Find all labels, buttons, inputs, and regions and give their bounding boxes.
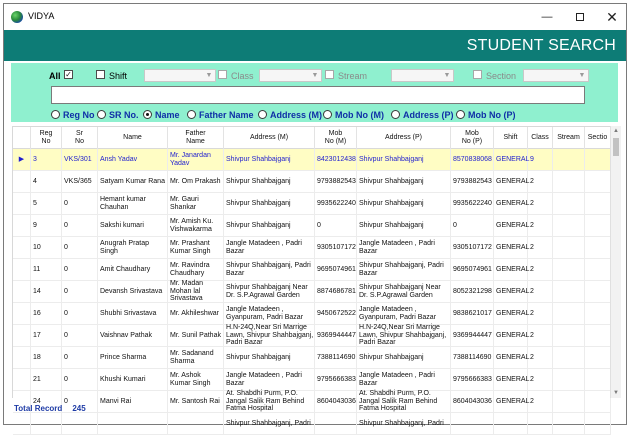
- cell-stream: [553, 391, 585, 412]
- cell-address-m: Shivpur Shahbajganj: [224, 171, 315, 192]
- cell-address-m: Shivpur Shahbajganj: [224, 193, 315, 214]
- radio-label: Father Name: [199, 110, 254, 120]
- table-row[interactable]: [13, 171, 611, 193]
- cell-name: Vaishnav Pathak: [98, 325, 168, 346]
- table-row[interactable]: [13, 325, 611, 347]
- section-dropdown[interactable]: [523, 69, 589, 82]
- section-label: Section: [486, 71, 517, 81]
- cell-reg-no: 18: [31, 347, 62, 368]
- cell-stream: [553, 281, 585, 302]
- cell-mob-no-m: 9305107172: [315, 237, 357, 258]
- cell-shift: [494, 413, 528, 434]
- radio-indicator: [97, 110, 106, 119]
- radio-address-p[interactable]: [391, 110, 454, 122]
- cell-mob-no-m: 8874686781: [315, 281, 357, 302]
- cell-row-indicator: [13, 259, 31, 280]
- cell-shift: GENERAL: [494, 347, 528, 368]
- shift-label: Shift: [109, 71, 128, 81]
- grid-body: [13, 149, 611, 435]
- cell-father-name: Mr. Santosh Rai: [168, 391, 224, 412]
- cell-shift: GENERAL: [494, 215, 528, 236]
- cell-class: 2: [528, 237, 553, 258]
- cell-row-indicator: [13, 325, 31, 346]
- cell-row-indicator: [13, 413, 31, 434]
- cell-father-name: [168, 413, 224, 434]
- cell-shift: GENERAL: [494, 171, 528, 192]
- cell-row-indicator: ▶: [13, 149, 31, 170]
- cell-address-m: H.N-24Q,Near Sri Marrige Lawn, Shivpur Shahbajganj, Padri Bazar: [226, 324, 314, 347]
- shift-dropdown[interactable]: [144, 69, 216, 82]
- cell-mob-no-m: [315, 413, 357, 434]
- class-checkbox[interactable]: [218, 70, 227, 79]
- cell-reg-no: 14: [31, 281, 62, 302]
- cell-mob-no-p: 9695074961: [451, 259, 494, 280]
- radio-label: Mob No (M): [335, 110, 384, 120]
- section-checkbox[interactable]: [473, 70, 482, 79]
- cell-stream: [553, 215, 585, 236]
- cell-section: [585, 347, 611, 368]
- all-label: All: [49, 71, 61, 81]
- cell-row-indicator: [13, 193, 31, 214]
- cell-address-m: Shivpur Shahbajganj: [224, 215, 315, 236]
- radio-label: Name: [155, 110, 180, 120]
- cell-mob-no-m: 8604043036: [315, 391, 357, 412]
- column-header-address-m[interactable]: Address (M): [224, 127, 315, 149]
- cell-sr-no: 0: [62, 281, 98, 302]
- cell-row-indicator: [13, 303, 31, 324]
- cell-stream: [553, 259, 585, 280]
- radio-indicator: [323, 110, 332, 119]
- cell-stream: [553, 237, 585, 258]
- cell-father-name: Mr. Janardan Yadav: [168, 149, 224, 170]
- column-header-row-indicator[interactable]: [13, 127, 31, 149]
- cell-shift: GENERAL: [494, 149, 528, 170]
- cell-address-m: At. Shabdhi Purm, P.O. Jangal Salik Ram Behind Fatma Hospital: [224, 391, 315, 412]
- cell-address-m: Shivpur Shahbajganj Near Dr. S.P.Agrawal Garden: [224, 281, 315, 302]
- cell-name: Ansh Yadav: [98, 149, 168, 170]
- cell-mob-no-m: 8423012438: [315, 149, 357, 170]
- cell-address-m: Shivpur Shahbajganj: [224, 149, 315, 170]
- maximize-icon: [576, 13, 584, 21]
- app-globe-icon: [11, 11, 23, 23]
- table-row[interactable]: [13, 193, 611, 215]
- class-label: Class: [231, 71, 254, 81]
- cell-mob-no-p: 7388114690: [451, 347, 494, 368]
- cell-class: 2: [528, 391, 553, 412]
- cell-reg-no: 9: [31, 215, 62, 236]
- header-bar: [4, 30, 626, 61]
- radio-address-m[interactable]: [258, 110, 322, 122]
- cell-mob-no-m: 9795666383: [315, 369, 357, 390]
- radio-indicator: [391, 110, 400, 119]
- radio-indicator: [143, 110, 152, 119]
- radio-name[interactable]: [143, 110, 180, 122]
- cell-mob-no-m: 9369944447: [315, 325, 357, 346]
- cell-row-indicator: [13, 347, 31, 368]
- cell-father-name: Mr. Sadanand Sharma: [168, 347, 224, 368]
- cell-section: [585, 237, 611, 258]
- cell-shift: GENERAL: [494, 303, 528, 324]
- cell-stream: [553, 413, 585, 434]
- column-header-class[interactable]: Class: [528, 127, 553, 149]
- cell-mob-no-m: 0: [315, 215, 357, 236]
- cell-reg-no: 4: [31, 171, 62, 192]
- column-header-stream[interactable]: Stream: [553, 127, 585, 149]
- total-record-count: 245: [72, 404, 86, 413]
- all-checkbox[interactable]: ✓: [65, 70, 72, 79]
- cell-class: 2: [528, 369, 553, 390]
- column-header-shift[interactable]: Shift: [494, 127, 528, 149]
- window-title: VIDYA: [28, 11, 55, 21]
- table-row[interactable]: [13, 149, 611, 171]
- cell-shift: GENERAL: [494, 259, 528, 280]
- chevron-down-icon: ▼: [443, 72, 451, 79]
- radio-label: Address (M): [270, 110, 323, 120]
- cell-sr-no: 0: [62, 193, 98, 214]
- cell-address-p: Shivpur Shahbajganj, Padri Bazar: [357, 259, 451, 280]
- cell-reg-no: 16: [31, 303, 62, 324]
- cell-reg-no: [31, 413, 62, 434]
- stream-checkbox[interactable]: [325, 70, 334, 79]
- cell-shift: GENERAL: [494, 325, 528, 346]
- column-header-reg-no[interactable]: Reg No: [31, 127, 62, 149]
- cell-address-m: Jangle Matadeen , Gyanpuram, Padri Bazar: [224, 303, 315, 324]
- cell-mob-no-m: 9695074961: [315, 259, 357, 280]
- cell-reg-no: 10: [31, 237, 62, 258]
- cell-mob-no-m: 7388114690: [315, 347, 357, 368]
- cell-row-indicator: [13, 215, 31, 236]
- column-header-section[interactable]: Sectio: [585, 127, 611, 149]
- cell-sr-no: 0: [62, 215, 98, 236]
- cell-class: 2: [528, 303, 553, 324]
- cell-stream: [553, 347, 585, 368]
- cell-shift: GENERAL: [494, 193, 528, 214]
- scroll-up-icon[interactable]: ▲: [613, 128, 619, 134]
- title-bar: [4, 4, 626, 30]
- radio-indicator: [187, 110, 196, 119]
- cell-section: [585, 369, 611, 390]
- cell-mob-no-p: 9795666383: [451, 369, 494, 390]
- radio-reg-no[interactable]: [51, 110, 95, 122]
- vertical-scrollbar[interactable]: [610, 126, 621, 398]
- cell-mob-no-p: 9935622240: [451, 193, 494, 214]
- cell-address-m: Shivpur Shahbajganj, Padri Bazar: [224, 259, 315, 280]
- cell-address-p: Jangle Matadeen , Padri Bazar: [357, 237, 451, 258]
- page-title: STUDENT SEARCH: [466, 37, 616, 54]
- radio-label: Address (P): [403, 110, 454, 120]
- cell-sr-no: 0: [62, 303, 98, 324]
- cell-class: 2: [528, 215, 553, 236]
- cell-section: [585, 413, 611, 434]
- radio-label: Reg No: [63, 110, 95, 120]
- radio-indicator: [258, 110, 267, 119]
- cell-row-indicator: [13, 237, 31, 258]
- cell-father-name: Mr. Prashant Kumar Singh: [168, 237, 224, 258]
- cell-address-m: Shivpur Shahbajganj, Padri: [224, 413, 315, 434]
- total-record-label: Total Record: [14, 404, 63, 413]
- cell-row-indicator: [13, 369, 31, 390]
- radio-mob-no-m[interactable]: [323, 110, 384, 122]
- cell-address-m: Jangle Matadeen , Padri Bazar: [224, 369, 315, 390]
- cell-class: 2: [528, 347, 553, 368]
- cell-mob-no-p: 9793882543: [451, 171, 494, 192]
- cell-mob-no-p: 9369944447: [451, 325, 494, 346]
- filter-panel: [11, 63, 618, 122]
- cell-name: Anugrah Pratap Singh: [98, 237, 168, 258]
- search-input[interactable]: [51, 86, 585, 104]
- cell-section: [585, 259, 611, 280]
- cell-reg-no: 5: [31, 193, 62, 214]
- cell-mob-no-p: 9305107172: [451, 237, 494, 258]
- cell-stream: [553, 193, 585, 214]
- grid-header: [13, 127, 611, 149]
- cell-address-m: Shivpur Shahbajganj: [224, 347, 315, 368]
- cell-mob-no-p: 8604043036: [451, 391, 494, 412]
- cell-class: 2: [528, 193, 553, 214]
- cell-reg-no: 24: [31, 391, 62, 412]
- column-header-name[interactable]: Name: [98, 127, 168, 149]
- maximize-button[interactable]: [565, 7, 595, 27]
- cell-stream: [553, 325, 585, 346]
- cell-section: [585, 325, 611, 346]
- cell-address-p: H.N-24Q,Near Sri Marrige Lawn, Shivpur Shahbajganj, Padri Bazar: [357, 325, 451, 346]
- cell-name: Manvi Rai: [98, 391, 168, 412]
- cell-mob-no-p: 9838621017: [451, 303, 494, 324]
- table-row[interactable]: [13, 413, 611, 435]
- cell-name: Khushi Kumari: [98, 369, 168, 390]
- cell-address-m: Jangle Matadeen , Padri Bazar: [224, 237, 315, 258]
- cell-sr-no: 0: [62, 391, 98, 412]
- radio-father-name[interactable]: [187, 110, 254, 122]
- column-header-mob-no-p[interactable]: Mob No (P): [451, 127, 494, 149]
- table-row[interactable]: [13, 259, 611, 281]
- cell-row-indicator: [13, 281, 31, 302]
- cell-father-name: Mr. Gauri Shankar: [168, 193, 224, 214]
- table-row[interactable]: [13, 347, 611, 369]
- table-row[interactable]: [13, 369, 611, 391]
- column-header-mob-no-m[interactable]: Mob No (M): [315, 127, 357, 149]
- cell-shift: GENERAL: [494, 237, 528, 258]
- cell-address-p: Jangle Matadeen , Padri Bazar: [357, 369, 451, 390]
- cell-stream: [553, 171, 585, 192]
- cell-shift: GENERAL: [494, 369, 528, 390]
- column-header-address-p[interactable]: Address (P): [357, 127, 451, 149]
- cell-mob-no-p: 8570838068: [451, 149, 494, 170]
- cell-section: [585, 391, 611, 412]
- column-header-sr-no[interactable]: Sr No: [62, 127, 98, 149]
- cell-section: [585, 215, 611, 236]
- cell-reg-no: 21: [31, 369, 62, 390]
- cell-name: [98, 413, 168, 434]
- cell-sr-no: VKS/365: [62, 171, 98, 192]
- chevron-down-icon: ▼: [578, 72, 586, 79]
- cell-name: Satyam Kumar Rana: [98, 171, 168, 192]
- scroll-down-icon[interactable]: ▼: [613, 390, 619, 396]
- radio-sr-no[interactable]: [97, 110, 139, 122]
- table-row[interactable]: [13, 237, 611, 259]
- cell-mob-no-p: [451, 413, 494, 434]
- cell-father-name: Mr. Om Prakash: [168, 171, 224, 192]
- cell-sr-no: 0: [62, 237, 98, 258]
- cell-stream: [553, 303, 585, 324]
- app-window: [3, 3, 627, 425]
- cell-sr-no: 0: [62, 347, 98, 368]
- class-dropdown[interactable]: [259, 69, 322, 82]
- cell-section: [585, 193, 611, 214]
- cell-address-p: Shivpur Shahbajganj: [357, 193, 451, 214]
- cell-mob-no-m: 9450672522: [315, 303, 357, 324]
- cell-section: [585, 149, 611, 170]
- shift-checkbox[interactable]: [96, 70, 105, 79]
- cell-row-indicator: [13, 171, 31, 192]
- cell-address-p: Jangle Matadeen , Gyanpuram, Padri Bazar: [357, 303, 451, 324]
- radio-mob-no-p[interactable]: [456, 110, 516, 122]
- cell-address-p: Shivpur Shahbajganj: [357, 215, 451, 236]
- table-row[interactable]: [13, 281, 611, 303]
- table-row[interactable]: [13, 391, 611, 413]
- cell-sr-no: 0: [62, 325, 98, 346]
- cell-name: Amit Chaudhary: [98, 259, 168, 280]
- close-button[interactable]: ✕: [606, 9, 618, 25]
- radio-indicator: [51, 110, 60, 119]
- cell-shift: GENERAL: [494, 281, 528, 302]
- minimize-button[interactable]: —: [541, 11, 553, 23]
- cell-father-name: Mr. Amish Ku. Vishwakarma: [168, 215, 224, 236]
- cell-section: [585, 303, 611, 324]
- cell-stream: [553, 149, 585, 170]
- cell-shift: GENERAL: [494, 391, 528, 412]
- cell-mob-no-m: 9793882543: [315, 171, 357, 192]
- cell-stream: [553, 369, 585, 390]
- cell-name: Devansh Srivastava: [98, 281, 168, 302]
- cell-sr-no: 0: [62, 369, 98, 390]
- radio-indicator: [456, 110, 465, 119]
- cell-father-name: Mr. Ravindra Chaudhary: [168, 259, 224, 280]
- cell-address-p: At. Shabdhi Purm, P.O. Jangal Salik Ram Behind Fatma Hospital: [357, 391, 451, 412]
- cell-address-p: Shivpur Shahbajganj: [357, 149, 451, 170]
- stream-dropdown[interactable]: [391, 69, 454, 82]
- cell-address-p: Shivpur Shahbajganj: [357, 171, 451, 192]
- chevron-down-icon: ▼: [311, 72, 319, 79]
- cell-mob-no-m: 9935622240: [315, 193, 357, 214]
- cell-father-name: Mr. Sunil Pathak: [168, 325, 224, 346]
- cell-sr-no: 0: [62, 259, 98, 280]
- cell-father-name: Mr. Ashok Kumar Singh: [168, 369, 224, 390]
- cell-class: 2: [528, 171, 553, 192]
- cell-mob-no-p: 0: [451, 215, 494, 236]
- cell-reg-no: 3: [31, 149, 62, 170]
- radio-label: SR No.: [109, 110, 139, 120]
- cell-name: Hemant kumar Chauhan: [98, 193, 168, 214]
- cell-class: 2: [528, 281, 553, 302]
- radio-label: Mob No (P): [468, 110, 516, 120]
- cell-reg-no: 17: [31, 325, 62, 346]
- cell-sr-no: [62, 413, 98, 434]
- cell-address-p: Shivpur Shahbajganj: [357, 347, 451, 368]
- stream-label: Stream: [338, 71, 368, 81]
- cell-mob-no-p: 8052321298: [451, 281, 494, 302]
- table-row[interactable]: [13, 303, 611, 325]
- chevron-down-icon: ▼: [205, 72, 213, 79]
- status-bar: [14, 404, 86, 413]
- cell-address-p: Shivpur Shahbajganj, Padri: [357, 413, 451, 434]
- cell-class: 2: [528, 325, 553, 346]
- cell-father-name: Mr. Madan Mohan lal Srivastava: [168, 281, 224, 302]
- cell-class: 9: [528, 149, 553, 170]
- column-header-father-name[interactable]: Father Name: [168, 127, 224, 149]
- cell-name: Sakshi kumari: [98, 215, 168, 236]
- cell-father-name: Mr. Akhileshwar: [168, 303, 224, 324]
- cell-section: [585, 281, 611, 302]
- table-row[interactable]: [13, 215, 611, 237]
- cell-reg-no: 11: [31, 259, 62, 280]
- cell-section: [585, 171, 611, 192]
- cell-address-p: Shivpur Shahbajganj Near Dr. S.P.Agrawal Garden: [357, 281, 451, 302]
- cell-name: Prince Sharma: [98, 347, 168, 368]
- cell-class: [528, 413, 553, 434]
- cell-sr-no: VKS/301: [62, 149, 98, 170]
- cell-name: Shubhi Srivastava: [98, 303, 168, 324]
- cell-class: 2: [528, 259, 553, 280]
- scroll-thumb[interactable]: [613, 138, 619, 156]
